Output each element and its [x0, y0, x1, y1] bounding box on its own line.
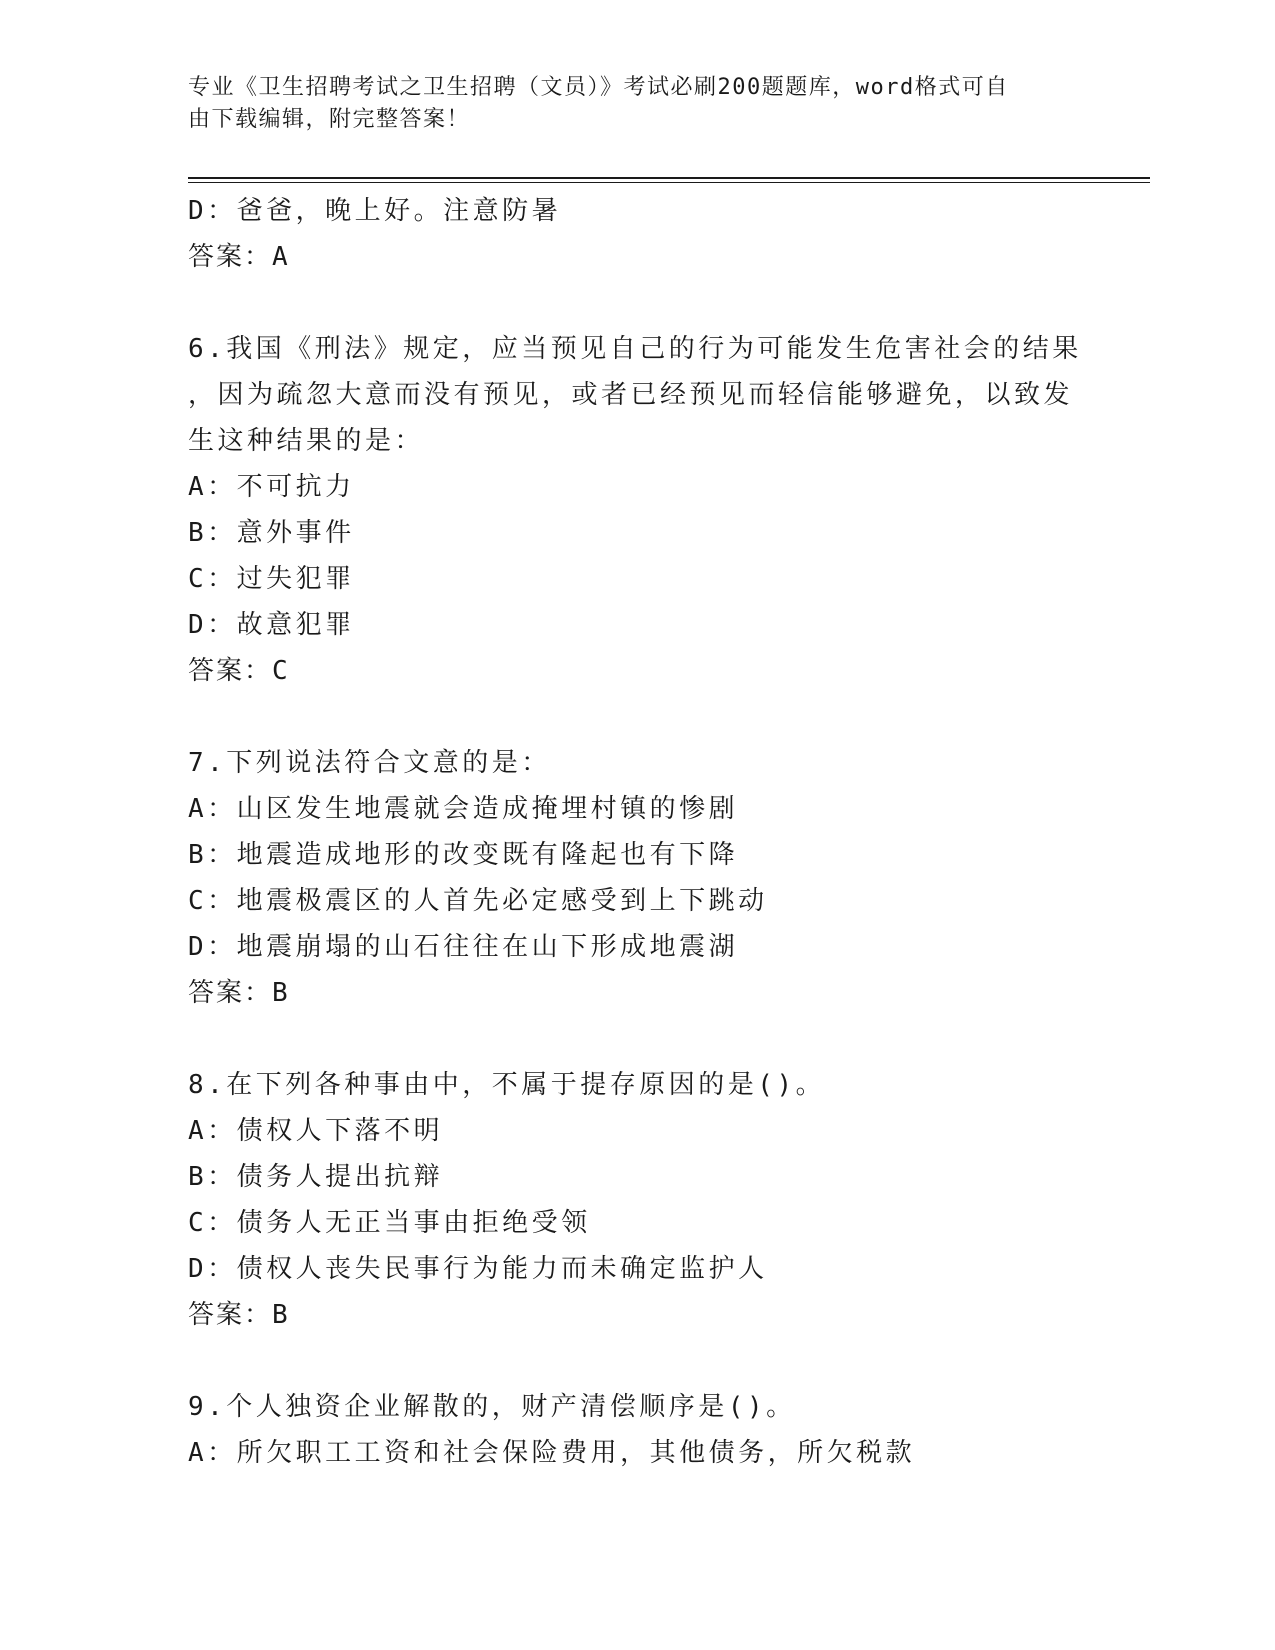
question-stem: ，因为疏忽大意而没有预见，或者已经预见而轻信能够避免，以致发 [188, 380, 1074, 410]
prev-answer: 答案：A [188, 242, 290, 272]
question-content [188, 188, 1088, 1476]
answer: 答案：B [188, 1300, 290, 1330]
question-stem: 6.我国《刑法》规定，应当预见自己的行为可能发生危害社会的结果 [188, 334, 1082, 364]
option-d: D：地震崩塌的山石往往在山下形成地震湖 [188, 932, 739, 962]
question-block-9 [188, 1384, 1088, 1476]
answer: 答案：C [188, 656, 290, 686]
page-header [188, 72, 1068, 136]
spacer [188, 280, 1088, 326]
question-stem: 生这种结果的是： [188, 426, 425, 456]
prev-option-d: D：爸爸，晚上好。注意防暑 [188, 196, 562, 226]
question-block-8 [188, 1062, 1088, 1338]
header-line-2: 由下载编辑，附完整答案！ [188, 107, 471, 132]
answer: 答案：B [188, 978, 290, 1008]
option-a: A：不可抗力 [188, 472, 355, 502]
option-c: C：地震极震区的人首先必定感受到上下跳动 [188, 886, 768, 916]
option-c: C：过失犯罪 [188, 564, 355, 594]
option-d: D：故意犯罪 [188, 610, 355, 640]
question-stem: 7.下列说法符合文意的是： [188, 748, 551, 778]
question-stem: 9.个人独资企业解散的，财产清偿顺序是()。 [188, 1392, 796, 1422]
option-b: B：债务人提出抗辩 [188, 1162, 444, 1192]
option-a: A：所欠职工工资和社会保险费用，其他债务，所欠税款 [188, 1438, 916, 1468]
option-c: C：债务人无正当事由拒绝受领 [188, 1208, 591, 1238]
option-a: A：债权人下落不明 [188, 1116, 444, 1146]
header-divider-thick [188, 177, 1150, 179]
option-b: B：意外事件 [188, 518, 355, 548]
option-b: B：地震造成地形的改变既有隆起也有下降 [188, 840, 739, 870]
header-divider-thin [188, 182, 1150, 183]
question-block-7 [188, 740, 1088, 1016]
spacer [188, 1338, 1088, 1384]
header-line-1: 专业《卫生招聘考试之卫生招聘（文员）》考试必刷200题题库，word格式可自 [188, 75, 1009, 100]
question-block-6 [188, 326, 1088, 694]
option-d: D：债权人丧失民事行为能力而未确定监护人 [188, 1254, 768, 1284]
spacer [188, 694, 1088, 740]
spacer [188, 1016, 1088, 1062]
option-a: A：山区发生地震就会造成掩埋村镇的惨剧 [188, 794, 739, 824]
question-stem: 8.在下列各种事由中，不属于提存原因的是()。 [188, 1070, 826, 1100]
